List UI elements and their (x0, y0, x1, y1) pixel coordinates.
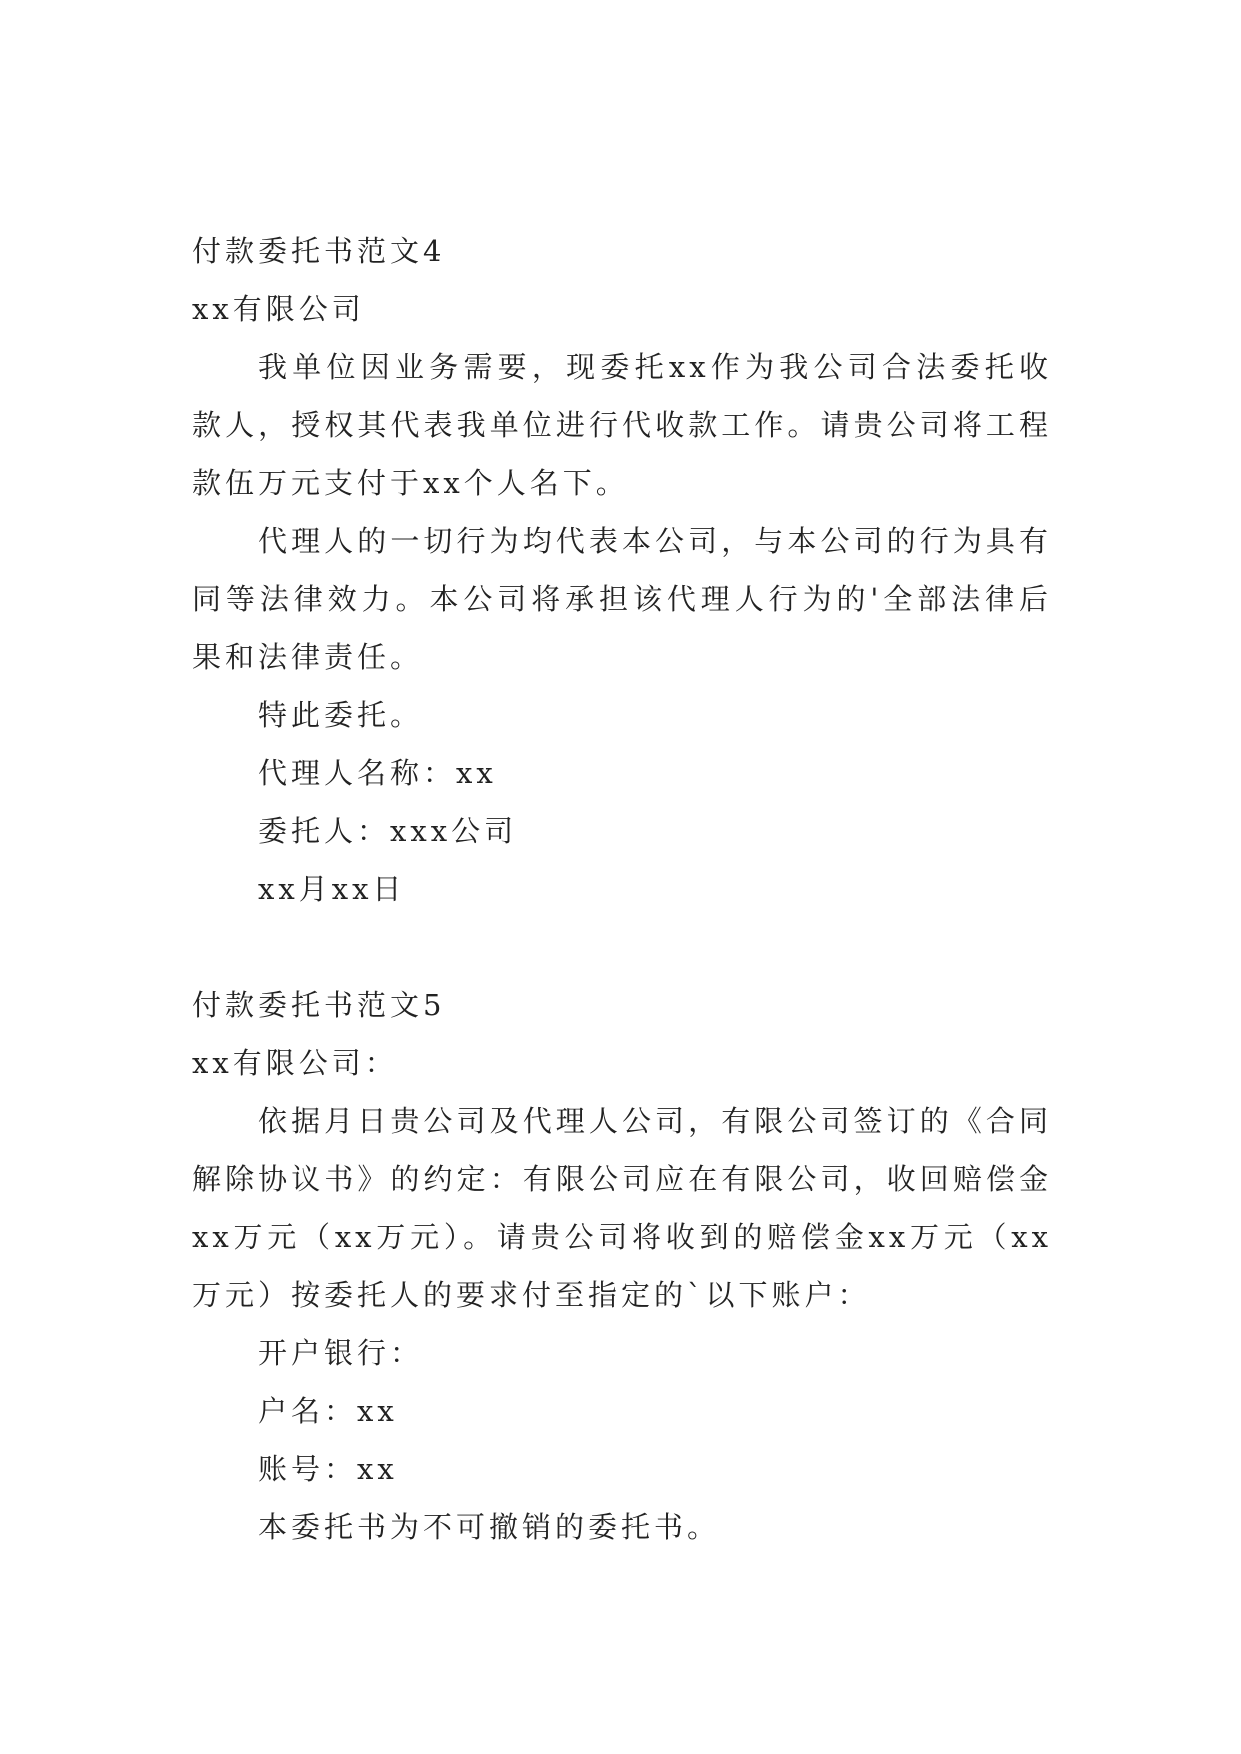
body-paragraph-1: 依据月日贵公司及代理人公司，有限公司签订的《合同解除协议书》的约定：有限公司应在有限公司，收回赔偿金xx万元（xx万元）。请贵公司将收到的赔偿金xx万元（xx万元）按委托人的要求付至指定的`以下账户： (192, 1104, 1052, 1312)
date-line: xx月xx日 (258, 872, 406, 906)
principal-line: 委托人：xxx公司 (258, 814, 518, 848)
section-divider-space (192, 918, 1052, 976)
document-page (192, 222, 1052, 1556)
statement-line: 本委托书为不可撤销的委托书。 (258, 1510, 721, 1544)
section-4 (192, 222, 1052, 918)
recipient-line: xx有限公司 (192, 292, 365, 326)
closing-line: 特此委托。 (258, 698, 424, 732)
body-paragraph-1: 我单位因业务需要，现委托xx作为我公司合法委托收款人，授权其代表我单位进行代收款工作。请贵公司将工程款伍万元支付于xx个人名下。 (192, 350, 1052, 500)
account-number-line: 账号：xx (258, 1452, 398, 1486)
section-title: 付款委托书范文4 (192, 234, 446, 268)
recipient-line: xx有限公司： (192, 1046, 398, 1080)
section-title: 付款委托书范文5 (192, 988, 446, 1022)
section-5 (192, 976, 1052, 1556)
body-paragraph-2: 代理人的一切行为均代表本公司，与本公司的行为具有同等法律效力。本公司将承担该代理人行为的'全部法律后果和法律责任。 (192, 524, 1052, 674)
bank-line: 开户银行： (258, 1336, 424, 1370)
agent-name-line: 代理人名称：xx (258, 756, 497, 790)
account-name-line: 户名：xx (258, 1394, 398, 1428)
